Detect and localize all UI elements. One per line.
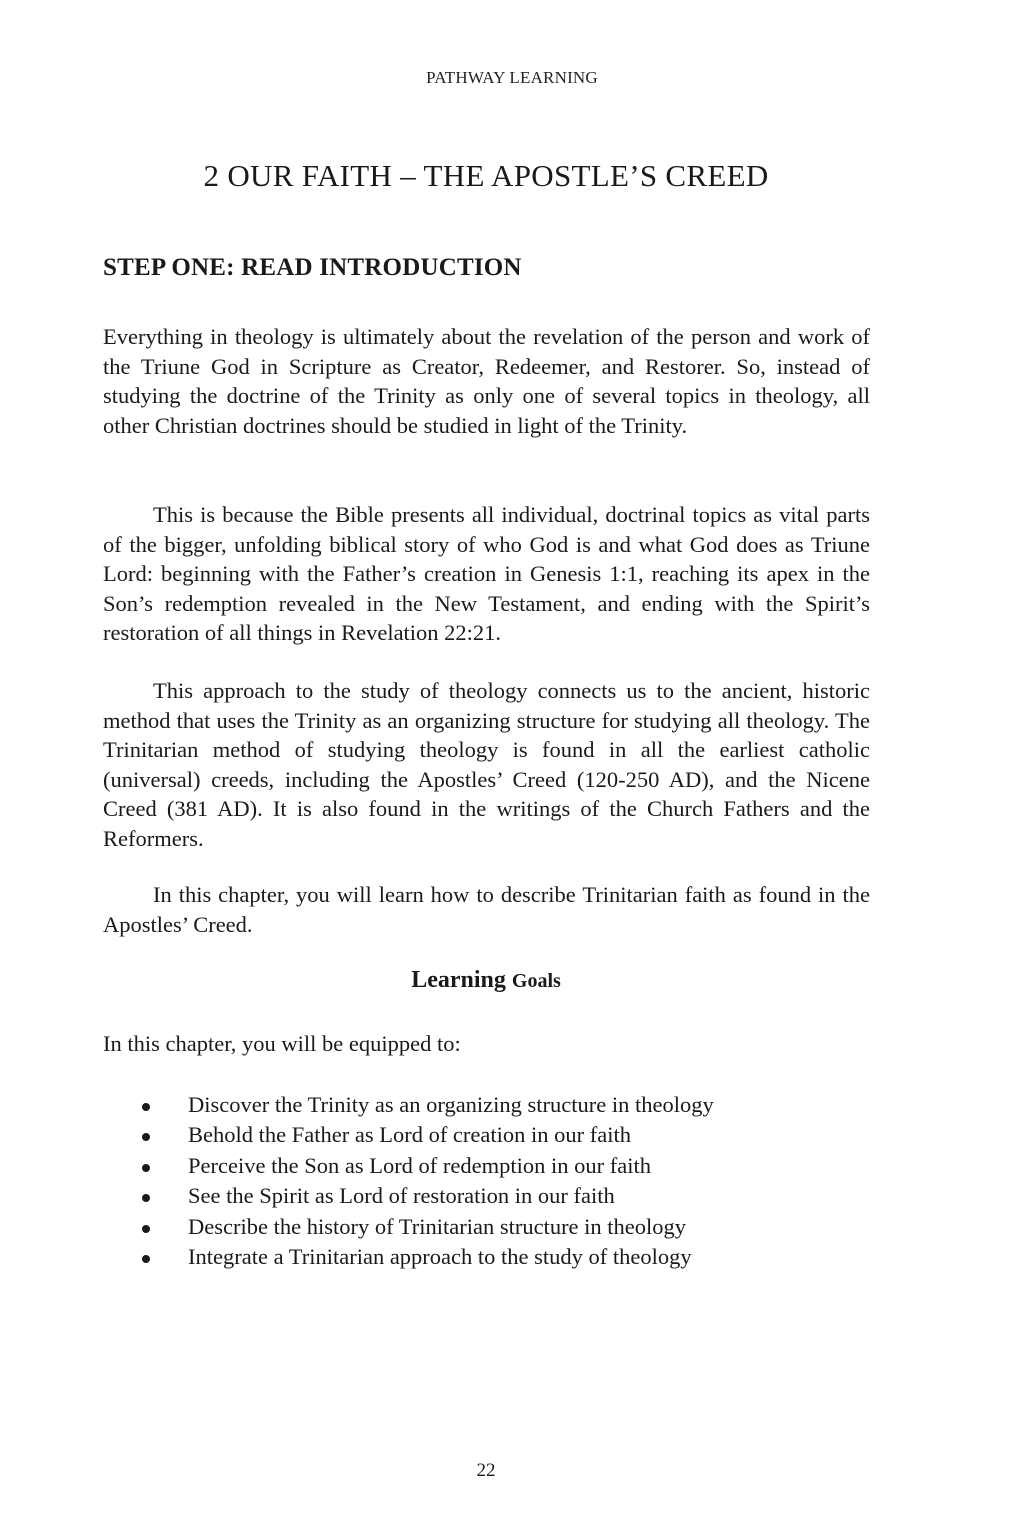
bullet-icon	[142, 1194, 150, 1202]
running-header: PATHWAY LEARNING	[426, 68, 598, 87]
goal-item-text: Perceive the Son as Lord of redemption in our faith	[188, 1152, 651, 1178]
chapter-title: 2 OUR FAITH – THE APOSTLE’S CREED	[203, 158, 769, 193]
intro-paragraph-2: This is because the Bible presents all individual, doctrinal topics as vital parts of the bigger, unfolding biblical story of who God is and what God does as Triune Lord: beginning with the Father’s creation in Genesis 1:1, reaching its apex in the Son’s redemption revealed in the New Testament, and ending with the Spirit’s restoration of all things in Revelation 22:21.	[103, 502, 870, 645]
learning-goals-heading-word2: Goals	[511, 970, 561, 992]
goal-item-text: Integrate a Trinitarian approach to the study of theology	[188, 1244, 692, 1270]
bullet-icon	[142, 1103, 150, 1111]
goal-item-text: See the Spirit as Lord of restoration in our faith	[188, 1183, 615, 1209]
goal-item	[142, 1090, 714, 1120]
intro-paragraph-4: In this chapter, you will learn how to describe Trinitarian faith as found in the Apostles’ Creed.	[103, 882, 870, 937]
learning-goals-list	[142, 1090, 714, 1272]
bullet-icon	[142, 1133, 150, 1141]
goal-item-text: Behold the Father as Lord of creation in our faith	[188, 1122, 631, 1148]
goal-item-text: Describe the history of Trinitarian structure in theology	[188, 1213, 687, 1239]
bullet-icon	[142, 1255, 150, 1263]
step-heading: STEP ONE: READ INTRODUCTION	[103, 254, 522, 281]
goal-item	[142, 1151, 714, 1181]
goals-lead-in: In this chapter, you will be equipped to:	[103, 1031, 461, 1056]
intro-paragraph-1: Everything in theology is ultimately about the revelation of the person and work of the Triune God in Scripture as Creator, Redeemer, and Restorer. So, instead of studying the doctrine of the Trinity as only one of several topics in theology, all other Christian doctrines should be studied in light of the Trinity.	[103, 324, 870, 438]
goal-item	[142, 1212, 714, 1242]
intro-paragraph-3: This approach to the study of theology connects us to the ancient, historic method that uses the Trinity as an organizing structure for studying all theology. The Trinitarian method of studying theology is found in all the earliest catholic (universal) creeds, including the Apostles’ Creed (120-250 AD), and the Nicene Creed (381 AD). It is also found in the writings of the Church Fathers and the Reformers.	[103, 678, 870, 851]
goal-item	[142, 1120, 714, 1150]
page-number: 22	[476, 1460, 496, 1481]
bullet-icon	[142, 1225, 150, 1233]
goal-item	[142, 1242, 714, 1272]
learning-goals-heading	[0, 967, 972, 994]
goal-item-text: Discover the Trinity as an organizing structure in theology	[188, 1092, 714, 1117]
learning-goals-heading-word1: Learning	[411, 967, 506, 993]
bullet-icon	[142, 1164, 150, 1172]
goal-item	[142, 1181, 714, 1211]
